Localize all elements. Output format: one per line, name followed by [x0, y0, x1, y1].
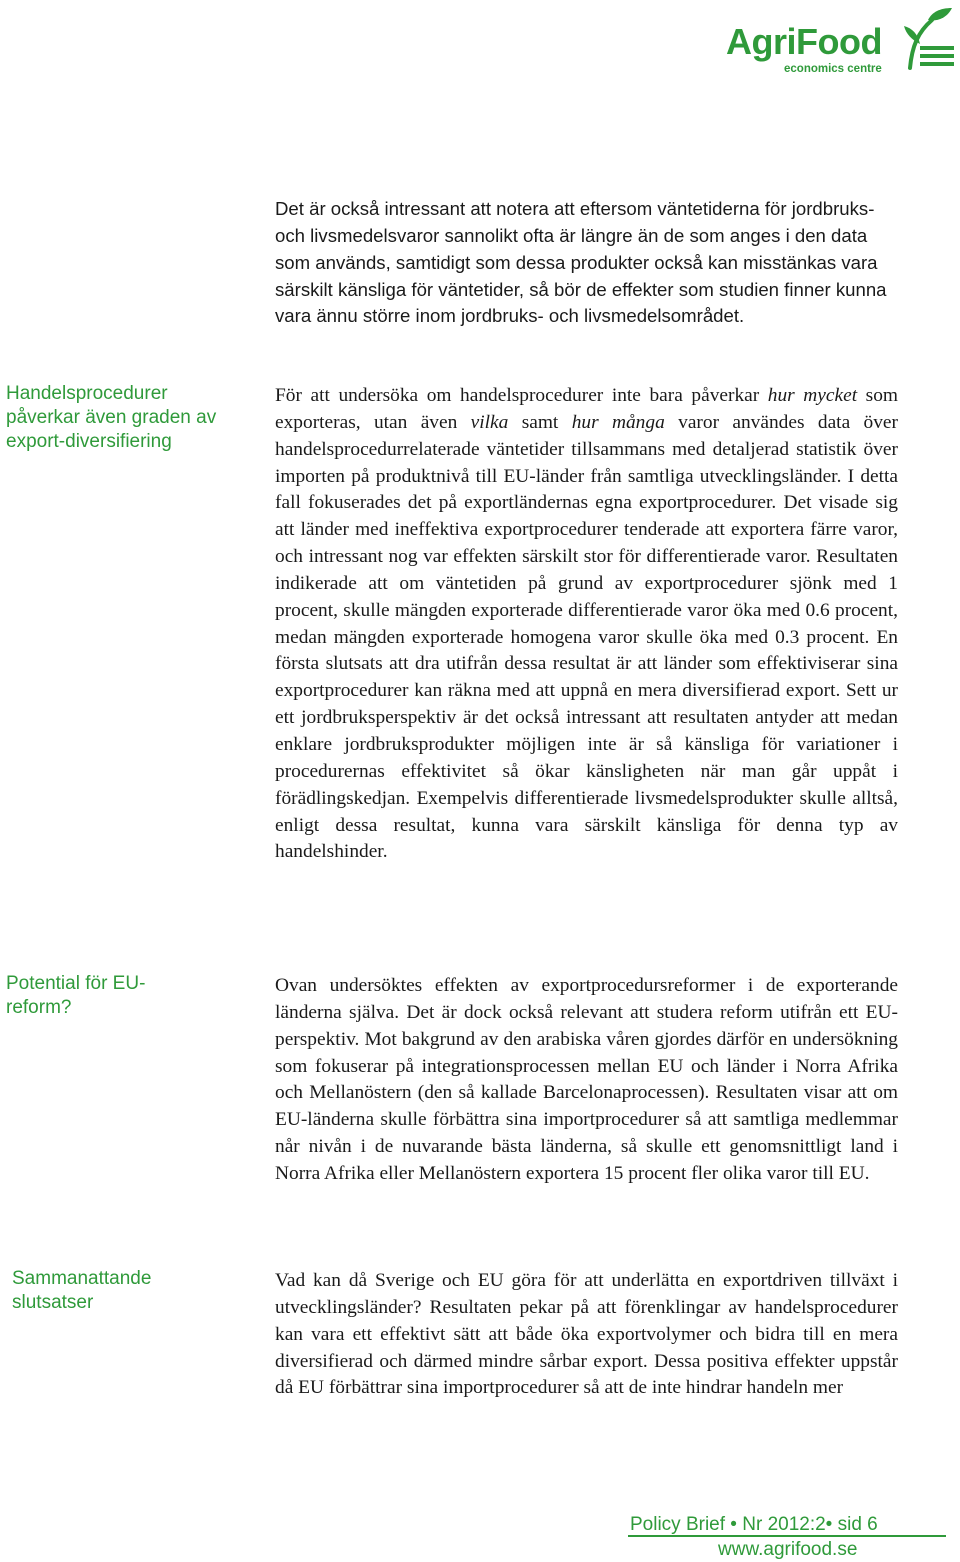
sidebar-heading-export-diversification: Handelsprocedurer påverkar även graden av export-diversifiering [6, 383, 217, 452]
p2-part-b: som exporteras, utan även [275, 385, 898, 433]
paragraph-diversification [275, 383, 898, 866]
p2-part-c: samt [508, 411, 572, 433]
paragraph-3-text: Ovan undersöktes effekten av exportprocedursreformer i de exporterande länderna själva. Det är dock också relevant att studera reform utifrån ett EU-perspektiv. Mot bakgrund av den arabiska våren gjordes därför en undersökning som fokuserar på integrationsprocessen mellan EU och länder i Norra Afrika och Mellanöstern (den så kallade Barcelonaprocessen). Resultaten visar att om EU-länderna skulle förbättra sina importprocedurer så att samtliga medlemmar når nivån i de nuvarande bästa länderna, så skulle ett genomsnittligt land i Norra Afrika eller Mellanöstern exportera 15 procent fler olika varor till EU. [275, 975, 898, 1184]
footer-divider [628, 1535, 946, 1537]
footer-policy-brief: Policy Brief • Nr 2012:2• sid 6 [630, 1514, 878, 1535]
sidebar-heading-eu-reform: Potential för EU-reform? [6, 973, 146, 1018]
paragraph-conclusions [275, 1268, 898, 1402]
paragraph-1-text: Det är också intressant att notera att eftersom väntetiderna för jordbruks- och livsmedelsvaror sannolikt ofta är längre än de som anges i den data som används, samtidigt som dessa produkter också kan misstänkas vara särskilt känsliga för väntetider, så bör de effekter som studien finner kunna vara ännu större inom jordbruks- och livsmedelsområdet. [275, 198, 887, 327]
agrifood-logo [726, 6, 956, 78]
paragraph-2-text [275, 383, 898, 866]
sidebar-heading-conclusions: Sammanattande slutsatser [12, 1268, 152, 1313]
p2-part-d: varor användes data över handelsprocedurrelaterade väntetider tillsammans med detaljerad statistik över importen på produktnivå till EU-länder från samtliga utvecklingsländer. I detta fall fokuserades det på exportländernas egna exportprocedurer. Det visade sig att länder med ineffektiva exportprocedurer tenderade att exportera färre varor, och intressant nog var effekten särskilt stor för differentierade varor. Resultaten indikerade att om väntetiden på grund av exportprocedurer sjönk med 1 procent, skulle mängden exporterade differentierade varor öka med 0.6 procent, medan mängden exporterade homogena varor skulle öka med 0.3 procent. En första slutsats att dra utifrån dessa resultat är att länder som effektiviserar sina exportprocedurer kan räkna med att uppnå en mera diversifierad export. Sett ur ett jordbruksperspektiv är det också intressant att resultaten antyder att medan enklare jordbruksprodukter möjligen inte är så känsliga för variationer i procedurernas effektivitet så ökar känsligheten när man går uppåt i förädlingskedjan. Exempelvis differentierade livsmedelsprodukter skulle alltså, enligt dessa resultat, kunna vara särskilt känsliga för denna typ av handelshinder. [275, 411, 898, 863]
p2-italic-how-many: hur många [571, 411, 665, 433]
paragraph-eu-reform [275, 973, 898, 1188]
p2-italic-which: vilka [470, 411, 509, 433]
logo-tagline: economics centre [784, 63, 882, 75]
paragraph-waiting-times [275, 196, 898, 330]
p2-italic-how-much: hur mycket [767, 385, 858, 406]
sprout-icon [898, 6, 956, 70]
p2-part-a: För att undersöka om handelsprocedurer inte bara påverkar [275, 385, 768, 406]
logo-wordmark: AgriFood [726, 21, 882, 62]
paragraph-4-text: Vad kan då Sverige och EU göra för att underlätta en exportdriven tillväxt i utvecklingsländer? Resultaten pekar på att förenklingar av handelsprocedurer kan vara ett effektivt sätt att både öka exportvolymer och bidra till en mera diversifierad och därmed mindre sårbar export. Dessa positiva effekter uppstår då EU förbättrar sina importprocedurer så att de inte hindrar handeln mer [275, 1270, 898, 1399]
footer-website-link[interactable]: www.agrifood.se [718, 1539, 858, 1560]
